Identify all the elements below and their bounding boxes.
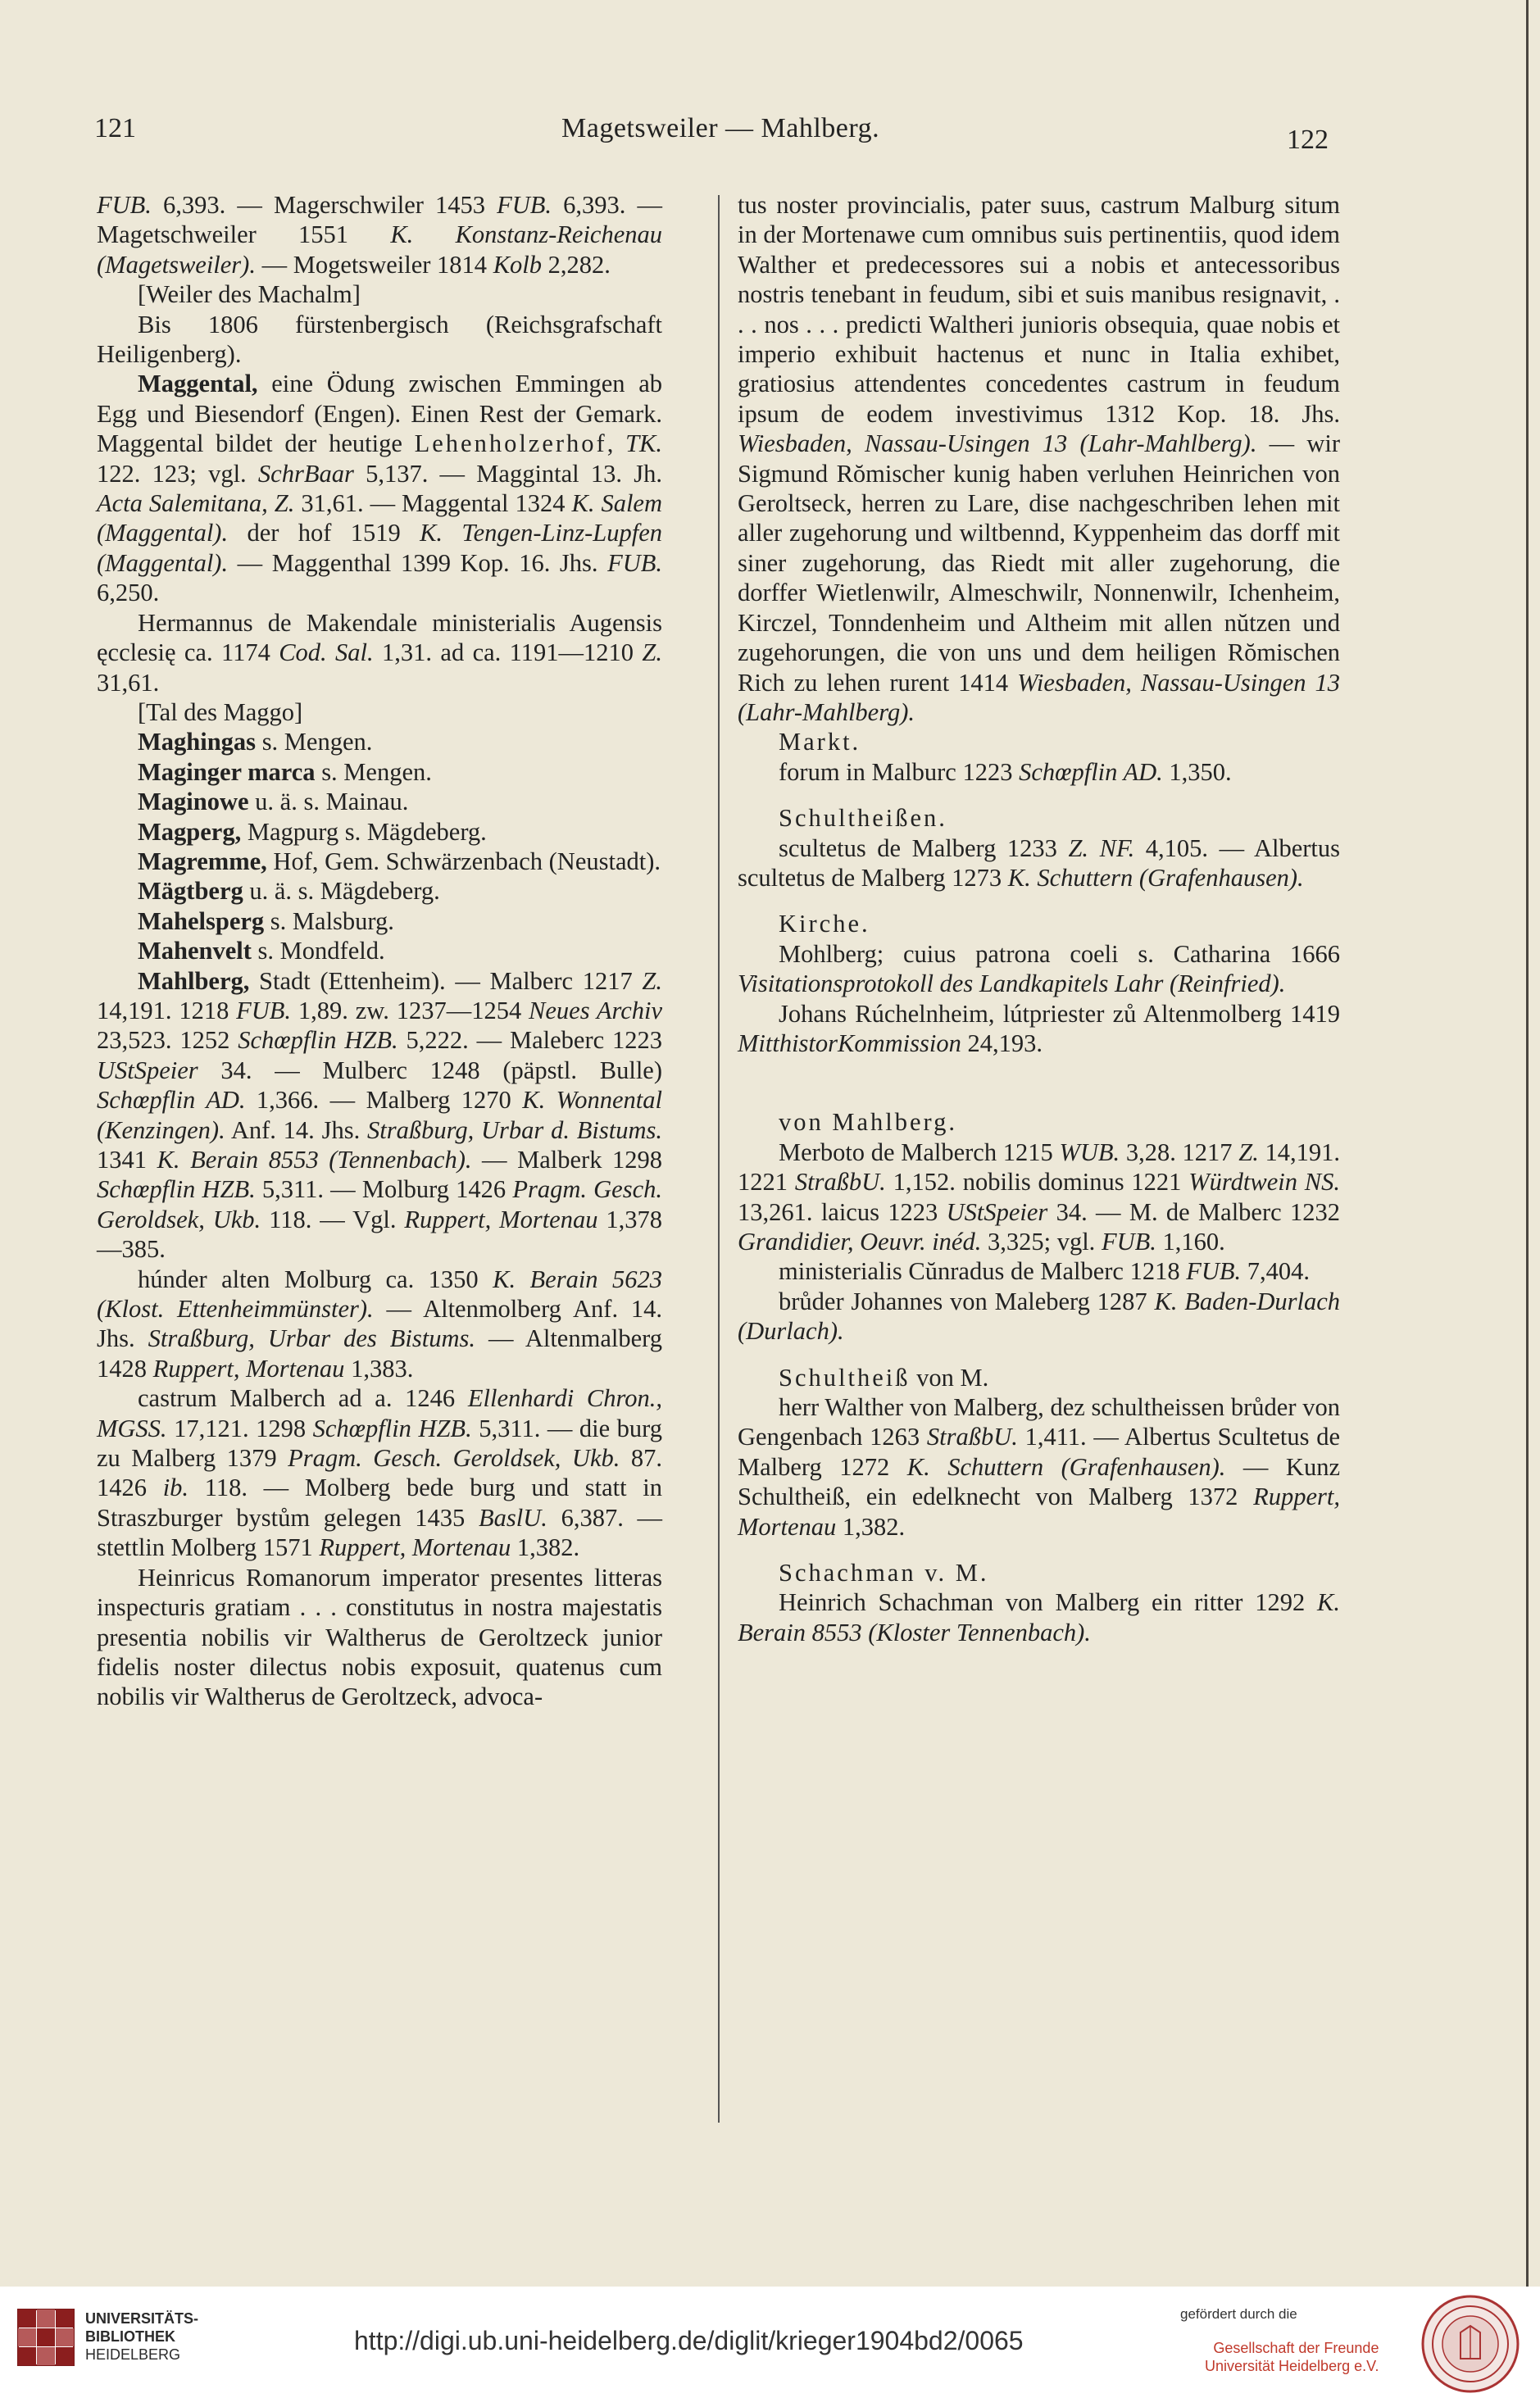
paragraph-gap	[738, 1542, 1340, 1558]
running-title: Magetsweiler — Mahlberg.	[561, 113, 880, 143]
society-name-line2: Universität Heidelberg e.V.	[1205, 2358, 1379, 2374]
left-column-paragraph: húnder alten Molburg ca. 1350 K. Berain 5623 (Klost. Ettenheimmünster). — Altenmolberg Anf. 14. Jhs. Straßburg, Urbar des Bistums. — Altenmalberg 1428 Ruppert, Mortenau 1,383.	[97, 1265, 662, 1383]
library-name-line2: BIBLIOTHEK	[85, 2328, 175, 2345]
left-column-paragraph: Magremme, Hof, Gem. Schwärzenbach (Neustadt).	[138, 847, 661, 875]
left-column-paragraph: Magperg, Magpurg s. Mägdeberg.	[138, 817, 487, 846]
left-column-paragraph: Hermannus de Makendale ministerialis Augensis ęcclesię ca. 1174 Cod. Sal. 1,31. ad ca. 1191—1210 Z. 31,61.	[97, 608, 662, 697]
digitization-footer	[0, 2287, 1540, 2398]
right-column-paragraph: Markt.	[779, 728, 861, 756]
library-name-line3: HEIDELBERG	[85, 2346, 181, 2363]
right-column-paragraph: Mohlberg; cuius patrona coeli s. Catharina 1666 Visitationsprotokoll des Landkapitels Lahr (Reinfried).	[738, 939, 1340, 998]
left-column-paragraph: [Tal des Maggo]	[138, 697, 303, 726]
paragraph-gap	[738, 1347, 1340, 1363]
right-column-paragraph: forum in Malburc 1223 Schœpflin AD. 1,350.	[779, 757, 1232, 786]
left-column-paragraph: Maggental, eine Ödung zwischen Emmingen ab Egg und Biesendorf (Engen). Einen Rest der Gemark. Maggental bildet der heutige Lehenholzerhof, TK. 122. 123; vgl. SchrBaar 5,137. — Maggintal 13. Jh. Acta Salemitana, Z. 31,61. — Maggental 1324 K. Salem (Maggental). der hof 1519 K. Tengen-Linz-Lupfen (Maggental). — Maggenthal 1399 Kop. 16. Jhs. FUB. 6,250.	[97, 370, 662, 607]
right-column-paragraph: Schultheißen.	[779, 804, 947, 833]
paragraph-gap	[738, 1058, 1340, 1107]
left-column-paragraph: Mägtberg u. ä. s. Mägdeberg.	[138, 877, 440, 906]
right-column-paragraph: Kirche.	[779, 910, 870, 938]
library-name	[85, 2309, 198, 2364]
right-column-paragraph: scultetus de Malberg 1233 Z. NF. 4,105. — Albertus scultetus de Malberg 1273 K. Schuttern (Grafenhausen).	[738, 833, 1340, 892]
left-column-paragraph: Mahelsperg s. Malsburg.	[138, 906, 394, 935]
running-header	[94, 113, 1356, 162]
right-column-paragraph: herr Walther von Malberg, dez schultheissen brůder von Gengenbach 1263 StraßbU. 1,411. — Albertus Scultetus de Malberg 1272 K. Schuttern (Grafenhausen). — Kunz Schultheiß, ein edelknecht von Malberg 1372 Ruppert, Mortenau 1,382.	[738, 1393, 1340, 1541]
right-column-paragraph: Schachman v. M.	[779, 1559, 989, 1587]
left-column-paragraph: [Weiler des Machalm]	[138, 280, 361, 309]
right-column-paragraph: brůder Johannes von Maleberg 1287 K. Baden-Durlach (Durlach).	[738, 1287, 1341, 1346]
society-name	[1205, 2339, 1379, 2375]
paragraph-gap	[738, 787, 1340, 803]
right-column-paragraph: von Mahlberg.	[779, 1108, 958, 1137]
supported-by-label: gefördert durch die	[1180, 2306, 1297, 2322]
left-column-paragraph: Heinricus Romanorum imperator presentes litteras inspecturis gratiam . . . constitutus in nostra majestatis presentia nobilis vir Waltherus de Geroltzeck junior fidelis noster dilectus nobis exposuit, quatenus cum nobilis vir Waltherus de Geroltzeck, advoca-	[97, 1563, 662, 1711]
page-number-left: 121	[94, 113, 136, 143]
right-column-paragraph: ministerialis Cŭnradus de Malberc 1218 FUB. 7,404.	[779, 1257, 1311, 1286]
left-column-paragraph: Maghingas s. Mengen.	[138, 728, 373, 756]
right-column	[738, 190, 1340, 1647]
left-column-paragraph: Maginger marca s. Mengen.	[138, 757, 432, 786]
library-logo-icon	[13, 2305, 79, 2370]
page-edge-rule	[1526, 0, 1529, 2287]
left-column-paragraph: Mahenvelt s. Mondfeld.	[138, 937, 385, 965]
society-name-line1: Gesellschaft der Freunde	[1213, 2340, 1379, 2356]
right-column-paragraph: tus noster provincialis, pater suus, castrum Malburg situm in der Mortenawe cum omnibus suis pertinentiis, quod idem Walther et predecessores sui a nobis et antecessoribus nostris tenebant in feudum, sibi et suis manibus resignavit, . . . nos . . . predicti Waltheri junioris obsequia, quae nobis et imperio exhibuit hactenus et nunc in Italia exhibet, gratiosius attendentes concedentes castrum in feudum ipsum de eodem investivimus 1312 Kop. 18. Jhs. Wiesbaden, Nassau-Usingen 13 (Lahr-Mahlberg). — wir Sigmund Rŏmischer kunig haben verluhen Heinrichen von Geroltseck, herren zu Lare, dise nachgeschriben lehen mit aller zugehorung und wiltbennd, Kyppenheim das dorff mit siner zugehorung, das Riedt mit aller zugehorung, die dorffer Wietlenwilr, Almeschwilr, Nonnenwilr, Ichenheim, Kirczel, Tonndenheim und Altheim mit allen nŭtzen und zugehorungen, die von uns und dem heiligen Rŏmischen Rich zu lehen rurent 1414 Wiesbaden, Nassau-Usingen 13 (Lahr-Mahlberg).	[738, 191, 1340, 726]
permalink-url[interactable]: http://digi.ub.uni-heidelberg.de/diglit/krieger1904bd2/0065	[354, 2326, 1024, 2355]
left-column-paragraph: Mahlberg, Stadt (Ettenheim). — Malberc 1217 Z. 14,191. 1218 FUB. 1,89. zw. 1237—1254 Neues Archiv 23,523. 1252 Schœpflin HZB. 5,222. — Maleberc 1223 UStSpeier 34. — Mulberc 1248 (päpstl. Bulle) Schœpflin AD. 1,366. — Malberg 1270 K. Wonnental (Kenzingen). Anf. 14. Jhs. Straßburg, Urbar d. Bistums. 1341 K. Berain 8553 (Tennenbach). — Malberk 1298 Schœpflin HZB. 5,311. — Molburg 1426 Pragm. Gesch. Geroldsek, Ukb. 118. — Vgl. Ruppert, Mortenau 1,378—385.	[97, 966, 663, 1264]
left-column-paragraph: Bis 1806 fürstenbergisch (Reichsgrafschaft Heiligenberg).	[97, 310, 662, 369]
library-name-line1: UNIVERSITÄTS-	[85, 2310, 199, 2327]
paragraph-gap	[738, 892, 1340, 909]
left-column-paragraph: Maginowe u. ä. s. Mainau.	[138, 788, 409, 816]
right-column-paragraph: Johans Rúchelnheim, lútpriester zů Altenmolberg 1419 MitthistorKommission 24,193.	[738, 999, 1340, 1057]
left-column-paragraph: FUB. 6,393. — Magerschwiler 1453 FUB. 6,393. — Magetschweiler 1551 K. Konstanz-Reichenau (Magetsweiler). — Mogetsweiler 1814 Kolb 2,282.	[97, 191, 663, 279]
right-column-paragraph: Schultheiß von M.	[779, 1363, 989, 1392]
left-column-paragraph: castrum Malberch ad a. 1246 Ellenhardi Chron., MGSS. 17,121. 1298 Schœpflin HZB. 5,311. — die burg zu Malberg 1379 Pragm. Gesch. Geroldsek, Ukb. 87. 1426 ib. 118. — Molberg bede burg und statt in Straszburger bystům gelegen 1435 BaslU. 6,387. — stettlin Molberg 1571 Ruppert, Mortenau 1,382.	[97, 1384, 663, 1562]
left-column	[97, 190, 662, 1712]
page-number-right: 122	[1287, 125, 1329, 155]
university-seal-icon	[1420, 2293, 1521, 2395]
right-column-paragraph: Merboto de Malberch 1215 WUB. 3,28. 1217 Z. 14,191. 1221 StraßbU. 1,152. nobilis dominus 1221 Würdtwein NS. 13,261. laicus 1223 UStSpeier 34. — M. de Malberc 1232 Grandidier, Oeuvr. inéd. 3,325; vgl. FUB. 1,160.	[738, 1138, 1341, 1256]
right-column-paragraph: Heinrich Schachman von Malberg ein ritter 1292 K. Berain 8553 (Kloster Tennenbach).	[738, 1588, 1340, 1646]
column-divider	[718, 195, 720, 2123]
